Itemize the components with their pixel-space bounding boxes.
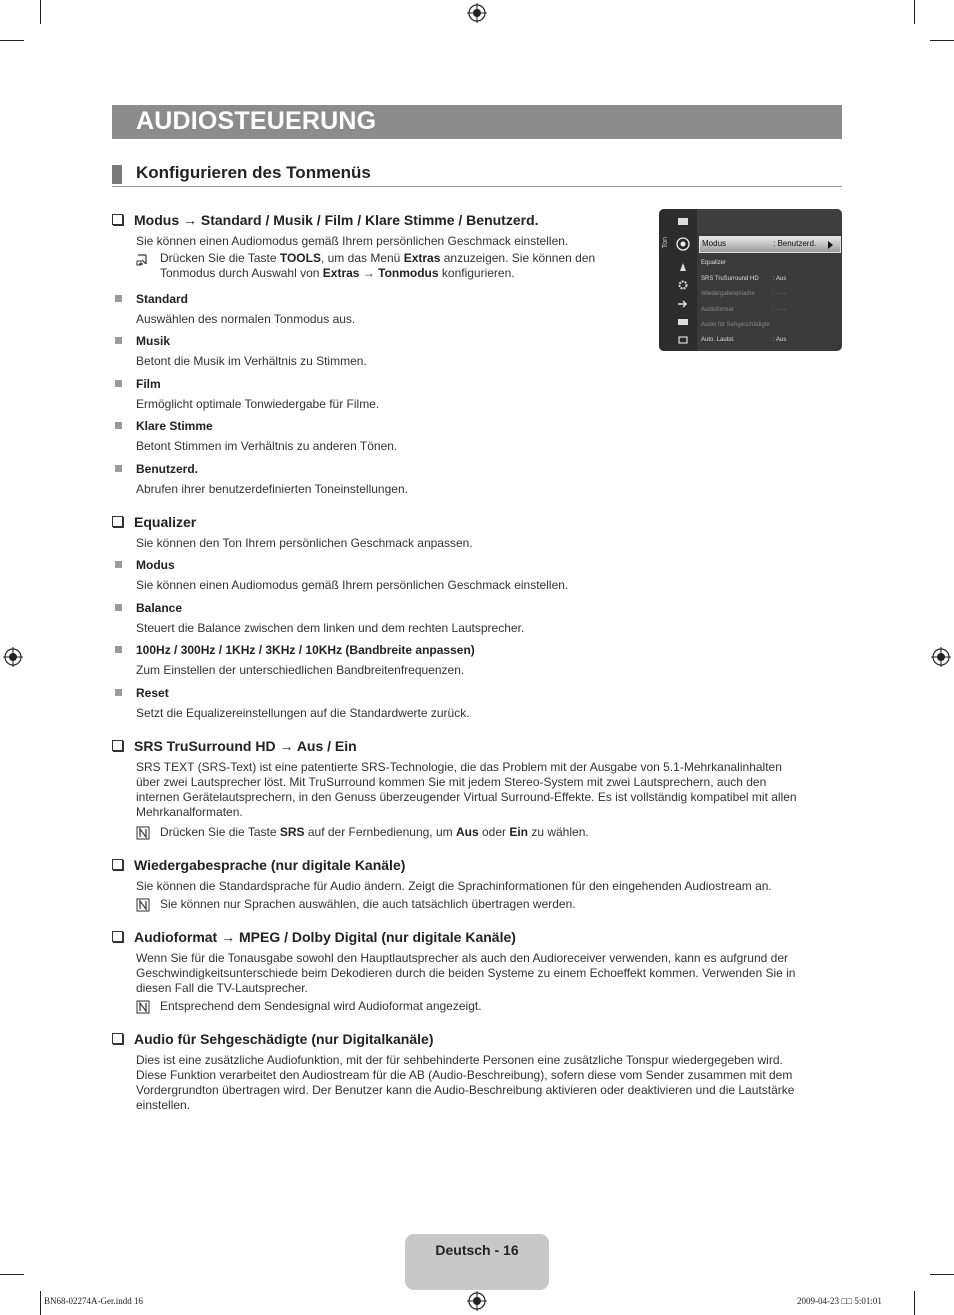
tv-menu-row: Equalizer <box>701 260 727 266</box>
bullet-musik: Musik <box>115 334 170 348</box>
bullet-standard: Standard <box>115 292 188 306</box>
tv-menu-selected-label: Modus <box>702 239 727 248</box>
checkbox-bullet-icon <box>112 859 123 870</box>
bullet-desc: Abrufen ihrer benutzerdefinierten Toneinstellungen. <box>136 482 408 496</box>
tv-menu-row: Audio für Sehgeschädigte <box>701 322 770 328</box>
checkbox-bullet-icon <box>112 740 123 751</box>
square-bullet-icon <box>115 604 122 611</box>
srs-note: Drücken Sie die Taste SRS auf der Fernbedienung, um Aus oder Ein zu wählen. <box>136 825 736 841</box>
tools-note-icon <box>136 252 150 266</box>
crop-mark <box>0 40 24 41</box>
tv-menu-selected-value: : Benutzerd. <box>773 239 817 248</box>
square-bullet-icon <box>115 561 122 568</box>
square-bullet-icon <box>115 646 122 653</box>
page-number: Deutsch - 16 <box>435 1242 519 1258</box>
bullet-bandbreite: 100Hz / 300Hz / 1KHz / 3KHz / 10KHz (Bandbreite anpassen) <box>115 643 475 657</box>
tv-menu-row: Audioformat : - - - <box>701 307 786 313</box>
page-title: AUDIOSTEUERUNG <box>136 107 377 135</box>
square-bullet-icon <box>115 422 122 429</box>
section-heading-srs: SRS TruSurround HD → Aus / Ein <box>112 738 357 754</box>
tv-menu-row: SRS TruSurround HD : Aus <box>701 276 787 282</box>
square-bullet-icon <box>115 465 122 472</box>
page-number-tab <box>405 1234 549 1290</box>
section-heading-sehgeschaedigte: Audio für Sehgeschädigte (nur Digitalkanäle) <box>112 1031 433 1047</box>
sound-icon <box>676 237 690 251</box>
registration-mark-icon <box>467 1291 487 1311</box>
crop-mark <box>40 1291 41 1315</box>
bullet-klare-stimme: Klare Stimme <box>115 419 213 433</box>
modus-description: Sie können einen Audiomodus gemäß Ihrem persönlichen Geschmack einstellen. <box>136 234 569 248</box>
audioformat-paragraph: Wenn Sie für die Tonausgabe sowohl den Hauptlautsprecher als auch den Audioreceiver verwenden, kann es aufgrund der Geschwindigkeitsunterschiede beim Dekodieren durch die beiden Systeme zu einem Echoeffekt kommen. Verwenden Sie in diesen Fall die TV-Lautsprecher. <box>136 951 796 995</box>
subheading-text: Konfigurieren des Tonmenüs <box>136 163 371 182</box>
section-subheading <box>112 162 842 187</box>
checkbox-bullet-icon <box>112 931 123 942</box>
bullet-balance: Balance <box>115 601 182 615</box>
bullet-desc: Betont Stimmen im Verhältnis zu anderen Tönen. <box>136 439 398 453</box>
wiedergabe-note: Sie können nur Sprachen auswählen, die auch tatsächlich übertragen werden. <box>136 897 736 913</box>
crop-mark <box>0 1274 24 1275</box>
bullet-desc: Ermöglicht optimale Tonwiedergabe für Filme. <box>136 397 380 411</box>
crop-mark <box>914 0 915 24</box>
checkbox-bullet-icon <box>112 1033 123 1044</box>
crop-mark <box>914 1291 915 1315</box>
audioformat-note: Entsprechend dem Sendesignal wird Audioformat angezeigt. <box>136 999 736 1015</box>
input-icon <box>677 299 689 309</box>
application-icon <box>677 317 689 327</box>
bullet-desc: Setzt die Equalizereinstellungen auf die Standardwerte zurück. <box>136 706 470 720</box>
tv-menu-selected-row <box>699 236 841 253</box>
note-icon <box>136 898 150 912</box>
registration-mark-icon <box>3 647 23 667</box>
registration-mark-icon <box>931 647 951 667</box>
tv-menu-screenshot <box>659 209 842 351</box>
crop-mark <box>40 0 41 24</box>
print-slug-timestamp: 2009-04-23 □□ 5:01:01 <box>797 1296 882 1306</box>
channel-icon <box>677 262 689 272</box>
gear-icon <box>677 280 689 290</box>
bullet-desc: Betont die Musik im Verhältnis zu Stimmen. <box>136 354 367 368</box>
registration-mark-icon <box>467 3 487 23</box>
support-icon <box>677 335 689 345</box>
crop-mark <box>930 1274 954 1275</box>
sehgeschaedigte-paragraph: Dies ist eine zusätzliche Audiofunktion, mit der für sehbehinderte Personen eine zusätzliche Tonspur wiedergegeben wird. Diese Funktion verarbeitet den Audiostream für die AB (Audio-Beschreibung), sofern diese vom Sender zusammen mit dem Vordergrundton übertragen wird. Der Benutzer kann die Audio-Beschreibung aktivieren oder deaktivieren und die Lautstärke einstellen. <box>136 1053 795 1112</box>
bullet-desc: Steuert die Balance zwischen dem linken und dem rechten Lautsprecher. <box>136 621 525 635</box>
wiedergabe-description: Sie können die Standardsprache für Audio ändern. Zeigt die Sprachinformationen für den eingehenden Audiostream an. <box>136 879 772 893</box>
tv-menu-row: Wiedergabesprache : - - - <box>701 291 786 297</box>
square-bullet-icon <box>115 380 122 387</box>
tv-menu-side-label: Ton <box>662 237 669 249</box>
checkbox-bullet-icon <box>112 214 123 225</box>
checkbox-bullet-icon <box>112 516 123 527</box>
bullet-desc: Auswählen des normalen Tonmodus aus. <box>136 312 356 326</box>
picture-icon <box>677 217 689 227</box>
section-heading-equalizer: Equalizer <box>112 514 196 530</box>
note-icon <box>136 826 150 840</box>
square-bullet-icon <box>115 689 122 696</box>
section-heading-wiedergabesprache: Wiedergabesprache (nur digitale Kanäle) <box>112 857 405 873</box>
tv-menu-header <box>697 209 842 233</box>
arrow-right-icon <box>827 241 834 249</box>
bullet-benutzerd: Benutzerd. <box>115 462 198 476</box>
title-banner <box>112 105 842 139</box>
crop-mark <box>930 40 954 41</box>
tv-menu-row: Auto. Lautst. : Aus <box>701 337 787 343</box>
section-heading-modus: Modus → Standard / Musik / Film / Klare Stimme / Benutzerd. <box>112 212 539 228</box>
square-bullet-icon <box>115 295 122 302</box>
modus-tools-note: Drücken Sie die Taste TOOLS, um das Menü Extras anzuzeigen. Sie können den Tonmodus durch Auswahl von Extras → Tonmodus konfigurieren. <box>136 251 636 283</box>
section-heading-audioformat: Audioformat → MPEG / Dolby Digital (nur digitale Kanäle) <box>112 929 516 945</box>
bullet-desc: Sie können einen Audiomodus gemäß Ihrem persönlichen Geschmack einstellen. <box>136 578 569 592</box>
bullet-film: Film <box>115 377 161 391</box>
print-slug-file: BN68-02274A-Ger.indd 16 <box>44 1296 143 1306</box>
bullet-reset: Reset <box>115 686 169 700</box>
note-icon <box>136 1000 150 1014</box>
subheading-marker <box>112 165 122 184</box>
square-bullet-icon <box>115 337 122 344</box>
equalizer-description: Sie können den Ton Ihrem persönlichen Geschmack anpassen. <box>136 536 473 550</box>
srs-paragraph: SRS TEXT (SRS-Text) ist eine patentierte SRS-Technologie, die das Problem mit der Ausgabe von 5.1-Mehrkanalinhalten über zwei Lautsprecher löst. Mit TruSurround kommen Sie mit jedem Stereo-System mit zwei Lautsprechern, auch den internen Gerätelautsprechern, in den Genuss überzeugender Virtual Surround-Effekte. Es ist vollständig kompatibel mit allen Mehrkanalformaten. <box>136 760 797 819</box>
bullet-eq-modus: Modus <box>115 558 175 572</box>
bullet-desc: Zum Einstellen der unterschiedlichen Bandbreitenfrequenzen. <box>136 663 465 677</box>
